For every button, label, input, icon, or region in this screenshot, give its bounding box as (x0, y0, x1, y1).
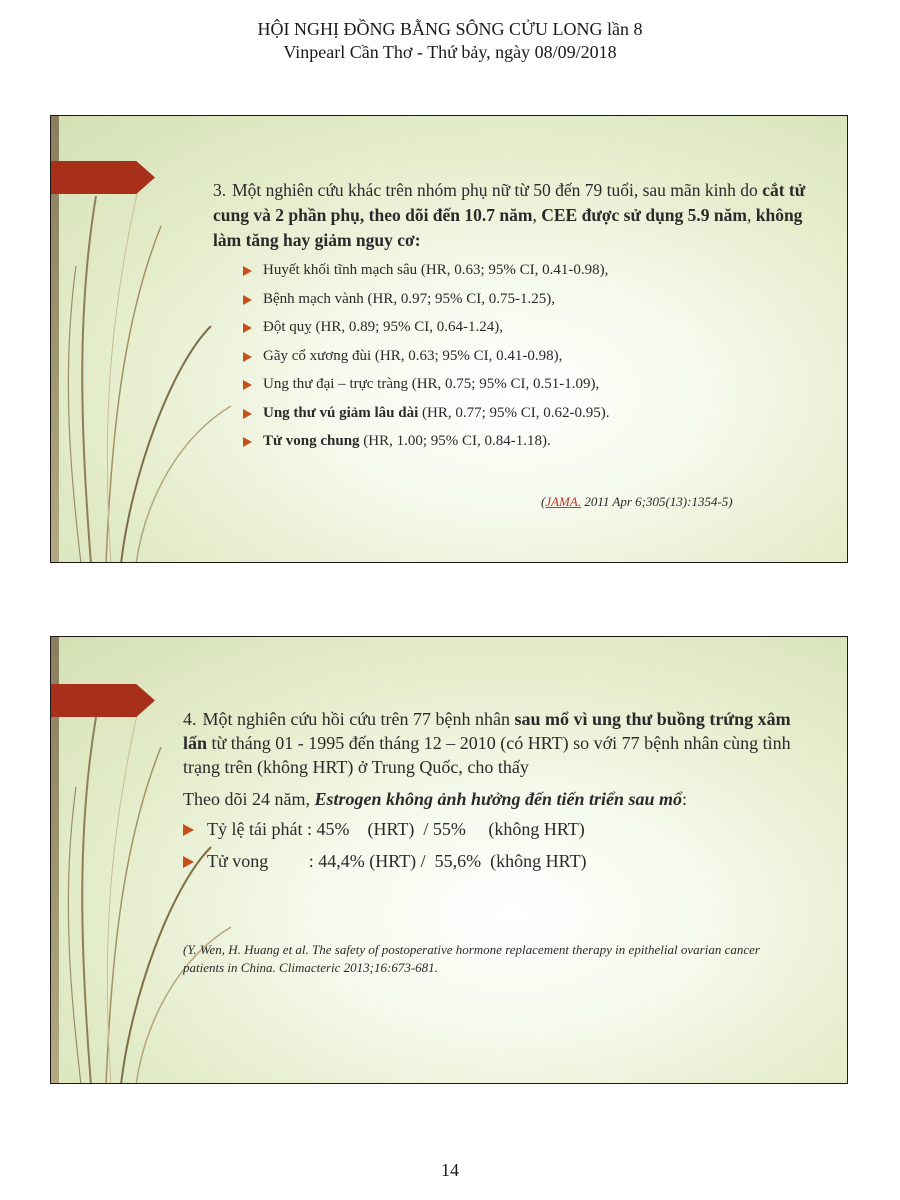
arrow-bullet-icon (243, 266, 252, 276)
slide-3 (50, 115, 848, 563)
header-line-1: HỘI NGHỊ ĐỒNG BẰNG SÔNG CỬU LONG lần 8 (257, 19, 643, 39)
list-item: Huyết khối tĩnh mạch sâu (HR, 0.63; 95% CI, 0.41-0.98), (243, 261, 813, 280)
slide-4-reference: (Y. Wen, H. Huang et al. The safety of postoperative hormone replacement therapy in epithelial ovarian cancer patients in China. Climacteric 2013;16:673-681. (183, 942, 760, 975)
arrow-bullet-icon (243, 295, 252, 305)
arrow-bullet-icon (243, 380, 252, 390)
item-number: 3. (213, 180, 227, 200)
list-item: Gãy cổ xương đùi (HR, 0.63; 95% CI, 0.41-0.98), (243, 347, 813, 366)
intro-bold: sau mổ vì ung thư buồng trứng xâm lấn (183, 709, 791, 753)
arrow-bullet-icon (243, 352, 252, 362)
intro-text: Một nghiên cứu khác trên nhóm phụ nữ từ 50 đến 79 tuổi, sau mãn kinh do (232, 180, 763, 200)
slide-3-content (213, 178, 813, 461)
slide-tab-marker (51, 684, 155, 717)
page-header (0, 18, 900, 64)
intro-text: Một nghiên cứu hồi cứu trên 77 bệnh nhân (202, 709, 515, 729)
risk-list (243, 261, 813, 451)
slide-4-content (183, 707, 793, 881)
list-item: Ung thư đại – trực tràng (HR, 0.75; 95% CI, 0.51-1.09), (243, 375, 813, 394)
slide-3-intro (213, 178, 813, 253)
list-item: Tỷ lệ tái phát : 45% (HRT) / 55% (không HRT) (183, 817, 793, 841)
arrow-bullet-icon (243, 409, 252, 419)
list-item: Tử vong chung (HR, 1.00; 95% CI, 0.84-1.18). (243, 432, 813, 451)
arrow-bullet-icon (243, 437, 252, 447)
list-item: Tử vong : 44,4% (HRT) / 55,6% (không HRT) (183, 849, 793, 873)
slide-3-reference: (JAMA. 2011 Apr 6;305(13):1354-5) (541, 494, 733, 509)
slide-4 (50, 636, 848, 1084)
intro-text: , (532, 205, 542, 225)
slide-4-intro (183, 707, 793, 779)
intro-text: , (746, 205, 756, 225)
intro-text: từ tháng 01 - 1995 đến tháng 12 – 2010 (có HRT) so với 77 bệnh nhân cùng tình trạng trên (không HRT) ở Trung Quốc, cho thấy (183, 733, 791, 777)
list-item: Ung thư vú giảm lâu dài (HR, 0.77; 95% CI, 0.62-0.95). (243, 404, 813, 423)
intro-bold: cắt tử cung và 2 phần phụ, theo dõi đến 10.7 năm (213, 180, 806, 225)
observation-line: Theo dõi 24 năm, Estrogen không ảnh hưởng đến tiến triển sau mổ: (183, 789, 688, 809)
list-item: Đột quỵ (HR, 0.89; 95% CI, 0.64-1.24), (243, 318, 813, 337)
header-line-2: Vinpearl Cần Thơ - Thứ bảy, ngày 08/09/2018 (283, 42, 617, 62)
page-number: 14 (441, 1160, 459, 1180)
list-item: Bệnh mạch vành (HR, 0.97; 95% CI, 0.75-1.25), (243, 290, 813, 309)
intro-bold: CEE được sử dụng 5.9 năm (541, 205, 747, 225)
observation-emphasis: Estrogen không ảnh hưởng đến tiến triển sau mổ (314, 789, 683, 809)
intro-bold: không làm tăng hay giảm nguy cơ: (213, 205, 803, 250)
slide-tab-marker (51, 161, 155, 194)
outcome-list (183, 817, 793, 873)
arrow-bullet-icon (183, 856, 194, 868)
arrow-bullet-icon (183, 824, 194, 836)
jama-link[interactable]: JAMA. (545, 494, 582, 509)
item-number: 4. (183, 709, 197, 729)
arrow-bullet-icon (243, 323, 252, 333)
